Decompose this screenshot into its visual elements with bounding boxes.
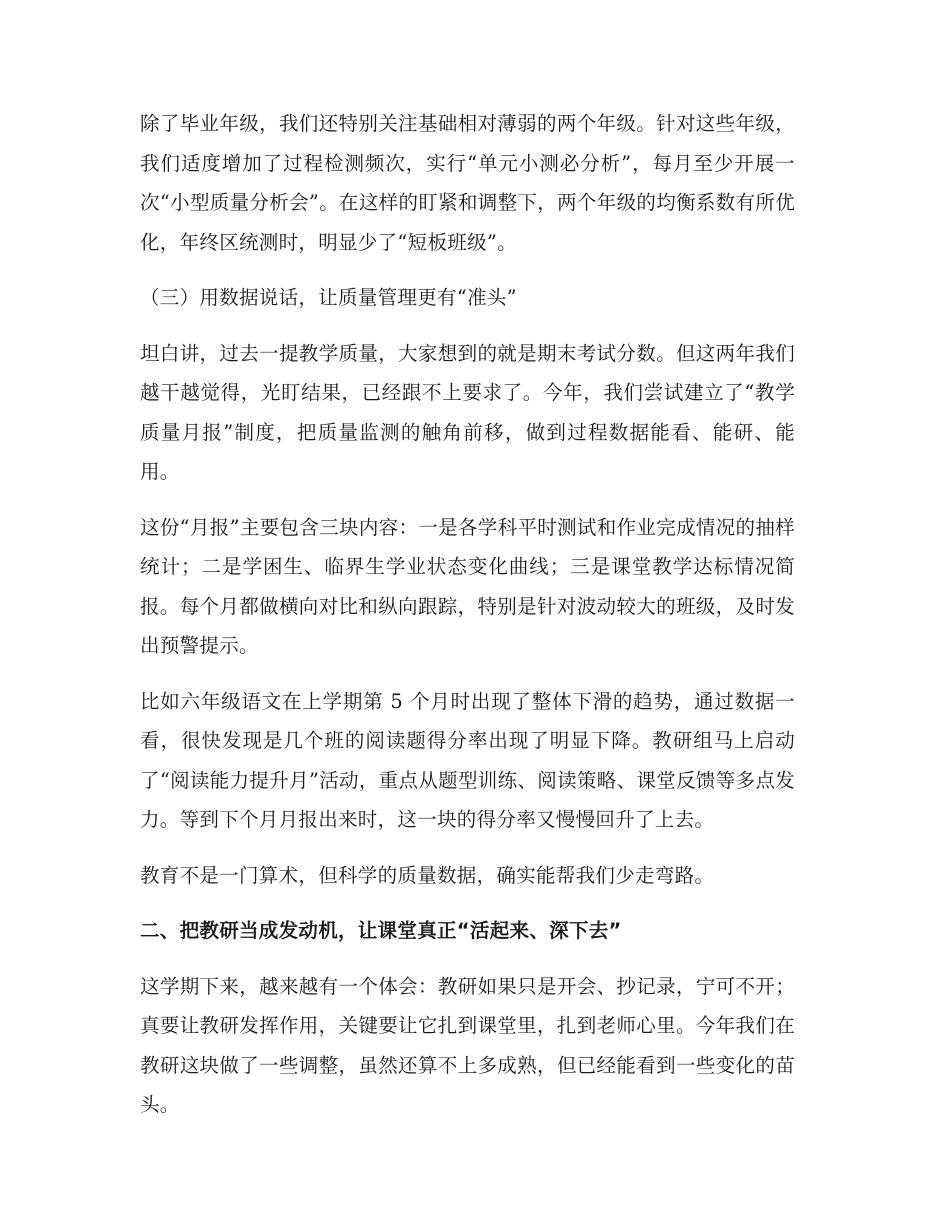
paragraph-weak-grades: 除了毕业年级，我们还特别关注基础相对薄弱的两个年级。针对这些年级，我们适度增加了过程检测频次，实行“单元小测必分析”，每月至少开展一次“小型质量分析会”。在这样的盯紧和调整下，两个年级的均衡系数有所优化，年终区统测时，明显少了“短板班级”。 [140, 112, 795, 254]
section-heading-teaching-research: 二、把教研当成发动机，让课堂真正“活起来、深下去” [140, 919, 622, 942]
paragraph-teaching-research-intro: 这学期下来，越来越有一个体会：教研如果只是开会、抄记录，宁可不开；真要让教研发挥作用，关键要让它扎到课堂里，扎到老师心里。今年我们在教研这块做了一些调整，虽然还算不上多成熟，但已经能看到一些变化的苗头。 [140, 974, 795, 1116]
paragraph-education-not-arithmetic: 教育不是一门算术，但科学的质量数据，确实能帮我们少走弯路。 [140, 863, 715, 887]
document-page [140, 104, 795, 1141]
subheading-data-driven-quality: （三）用数据说话，让质量管理更有“准头” [140, 286, 517, 309]
paragraph-monthly-report-intro: 坦白讲，过去一提教学质量，大家想到的就是期末考试分数。但这两年我们越干越觉得，光盯结果，已经跟不上要求了。今年，我们尝试建立了“教学质量月报”制度，把质量监测的触角前移，做到过程数据能看、能研、能用。 [140, 341, 795, 483]
paragraph-grade-six-example: 比如六年级语文在上学期第 5 个月时出现了整体下滑的趋势，通过数据一看，很快发现是几个班的阅读题得分率出现了明显下降。教研组马上启动了“阅读能力提升月”活动，重点从题型训练、阅读策略、课堂反馈等多点发力。等到下个月月报出来时，这一块的得分率又慢慢回升了上去。 [140, 689, 795, 831]
paragraph-monthly-report-content: 这份“月报”主要包含三块内容：一是各学科平时测试和作业完成情况的抽样统计；二是学困生、临界生学业状态变化曲线；三是课堂教学达标情况简报。每个月都做横向对比和纵向跟踪，特别是针对波动较大的班级，及时发出预警提示。 [140, 515, 795, 657]
